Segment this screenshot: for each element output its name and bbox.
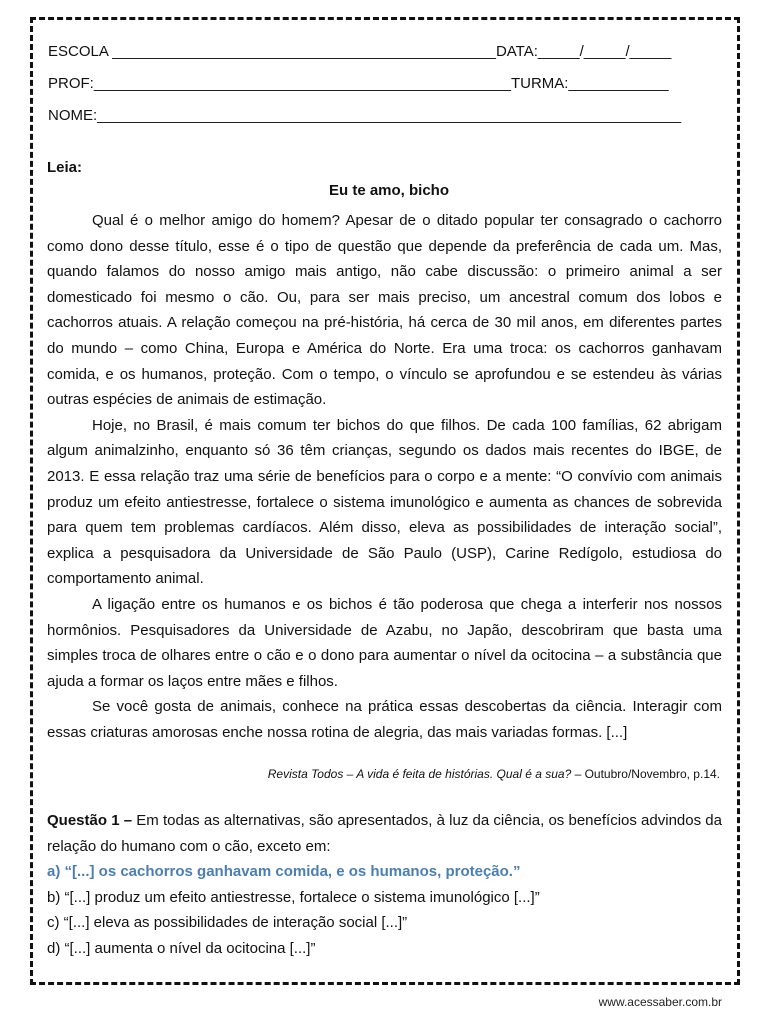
source-title: Revista Todos – A vida é feita de histórias. Qual é a sua? [267, 767, 572, 781]
question-label: Questão 1 – [47, 812, 133, 829]
read-label: Leia: [47, 159, 83, 176]
source-date: – Outubro/Novembro, p.14. [571, 767, 720, 781]
reading-text [47, 208, 722, 745]
question-statement [47, 808, 722, 859]
option-c[interactable]: c) “[...] eleva as possibilidades de interação social [...]” [47, 914, 408, 932]
source-citation [268, 767, 720, 781]
paragraph-4: Se você gosta de animais, conhece na prática essas descobertas da ciência. Interagir com essas criaturas amorosas enche nossa rotina de alegria, das mais variadas formas. [...] [47, 698, 722, 741]
question-block [47, 808, 722, 962]
paragraph-2: Hoje, no Brasil, é mais comum ter bichos do que filhos. De cada 100 famílias, 62 abrigam algum animalzinho, enquanto só 36 têm crianças, segundo os dados mais recentes do IBGE, de 2013. E essa relação traz uma série de benefícios para o corpo e a mente: “O convívio com animais produz um efeito antiestresse, fortalece o sistema imunológico e aumenta as chances de sobrevida para quem tem problemas cardíacos. Além disso, eleva as possibilidades de interação social”, explica a pesquisadora da Universidade de São Paulo (USP), Carine Redígolo, estudiosa do comportamento animal. [47, 416, 722, 588]
school-date-line: ESCOLA ______________________________________________DATA:_____/_____/_____ [48, 43, 672, 60]
option-a[interactable]: a) “[...] os cachorros ganhavam comida, e os humanos, proteção.” [47, 863, 521, 881]
paragraph-3: A ligação entre os humanos e os bichos é tão poderosa que chega a interferir nos nossos hormônios. Pesquisadores da Universidade de Azabu, no Japão, descobriram que basta uma simples troca de olhares entre o cão e o dono para aumentar o nível da ocitocina – a substância que ajuda a formar os laços entre mães e filhos. [47, 595, 722, 690]
teacher-class-line: PROF:__________________________________________________TURMA:____________ [48, 75, 669, 92]
text-title: Eu te amo, bicho [328, 182, 449, 199]
option-d[interactable]: d) “[...] aumenta o nível da ocitocina [...]” [47, 939, 316, 957]
website-footer: www.acessaber.com.br [598, 995, 722, 1009]
paragraph-1: Qual é o melhor amigo do homem? Apesar de o ditado popular ter consagrado o cachorro como dono desse título, esse é o tipo de questão que depende da preferência de cada um. Mas, quando falamos do nosso amigo mais antigo, não cabe discussão: o primeiro animal a ser domesticado foi mesmo o cão. Ou, para ser mais preciso, um ancestral comum dos lobos e cachorros atuais. A relação começou na pré-história, há cerca de 30 mil anos, em diferentes partes do mundo – como China, Europa e América do Norte. Era uma troca: os cachorros ganhavam comida, e os humanos, proteção. Com o tempo, o vínculo se aprofundou e se estendeu às várias outras espécies de animais de estimação. [47, 212, 722, 409]
name-line: NOME:______________________________________________________________________ [48, 107, 682, 124]
option-b[interactable]: b) “[...] produz um efeito antiestresse, fortalece o sistema imunológico [...]” [47, 888, 540, 906]
question-text: Em todas as alternativas, são apresentados, à luz da ciência, os benefícios advindos da relação do humano com o cão, exceto em: [47, 812, 722, 855]
